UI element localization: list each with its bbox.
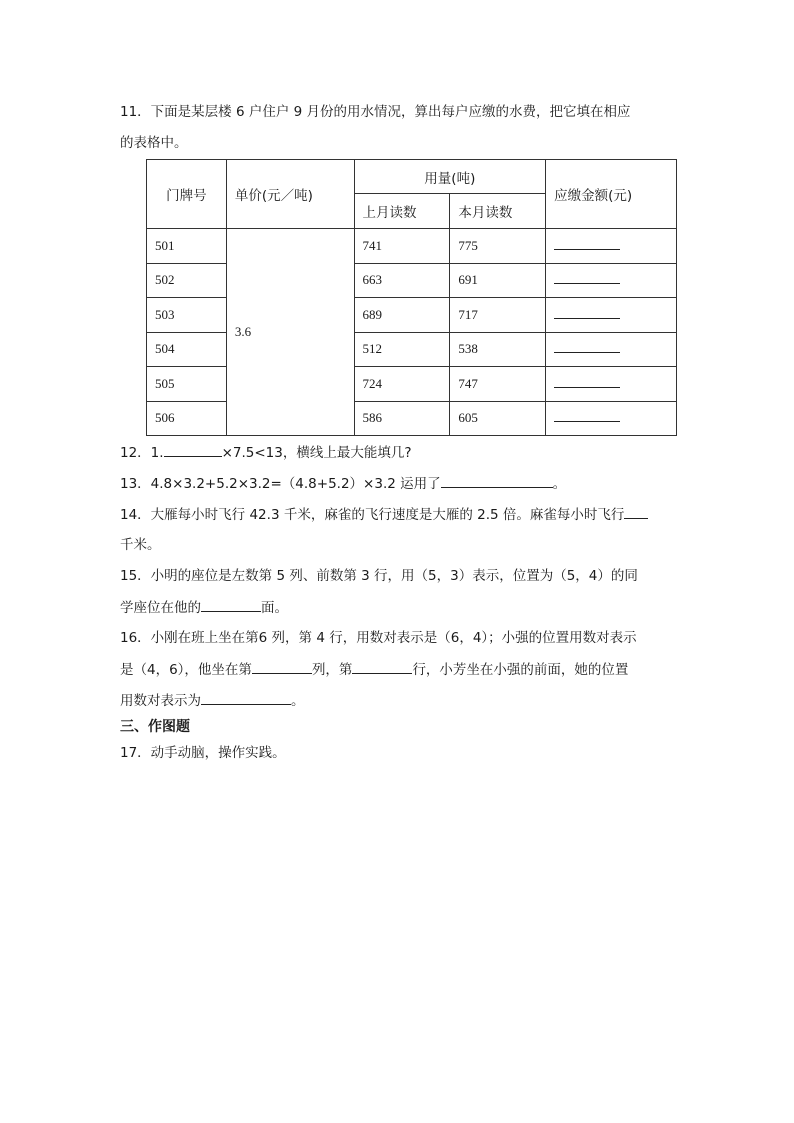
table-row — [147, 401, 677, 436]
table-row — [147, 367, 677, 402]
last-reading-cell: 689 — [354, 298, 450, 333]
q16-line3-suffix: 。 — [291, 693, 305, 709]
q16-row-blank[interactable] — [352, 660, 412, 674]
header-usage: 用量(吨) — [354, 160, 546, 194]
q14 — [120, 505, 648, 524]
amount-answer-cell[interactable] — [546, 263, 677, 298]
this-reading-cell: 691 — [450, 263, 546, 298]
unit-price-cell: 3.6 — [226, 229, 354, 436]
header-price: 单价(元／吨) — [226, 160, 354, 229]
q16-line3 — [120, 691, 305, 710]
amount-answer-cell[interactable] — [546, 367, 677, 402]
q13-prefix: 13．4.8×3.2+5.2×3.2=（4.8+5.2）×3.2 运用了 — [120, 476, 441, 492]
q12-blank[interactable] — [164, 443, 222, 457]
q14-line1: 14．大雁每小时飞行 42.3 千米，麻雀的飞行速度是大雁的 2.5 倍。麻雀每小时飞行 — [120, 507, 625, 523]
answer-blank[interactable] — [554, 272, 620, 284]
q14-blank[interactable] — [624, 505, 648, 519]
q13-suffix: 。 — [552, 476, 567, 492]
table-row — [147, 298, 677, 333]
header-this-reading: 本月读数 — [450, 194, 546, 229]
this-reading-cell: 538 — [450, 332, 546, 367]
answer-blank[interactable] — [554, 341, 620, 353]
q12-prefix: 12．1. — [120, 445, 164, 461]
door-cell: 504 — [147, 332, 227, 367]
door-cell: 505 — [147, 367, 227, 402]
header-last-reading: 上月读数 — [354, 194, 450, 229]
q15-line1: 15．小明的座位是左数第 5 列、前数第 3 行，用（5，3）表示，位置为（5，4）的同 — [120, 568, 638, 584]
amount-answer-cell[interactable] — [546, 229, 677, 264]
last-reading-cell: 741 — [354, 229, 450, 264]
amount-answer-cell[interactable] — [546, 401, 677, 436]
q11-line1: 11．下面是某层楼 6 户住户 9 月份的用水情况，算出每户应缴的水费，把它填在相应 — [120, 104, 631, 120]
last-reading-cell: 586 — [354, 401, 450, 436]
answer-blank[interactable] — [554, 410, 620, 422]
q16-line2-c: 行，小芳坐在小强的前面，她的位置 — [412, 662, 629, 678]
door-cell: 503 — [147, 298, 227, 333]
amount-answer-cell[interactable] — [546, 332, 677, 367]
q16-column-blank[interactable] — [252, 660, 312, 674]
door-cell: 502 — [147, 263, 227, 298]
q13-blank[interactable] — [441, 474, 553, 488]
table-row — [147, 332, 677, 367]
q12 — [120, 443, 412, 462]
q16-line2-b: 列，第 — [311, 662, 353, 678]
q15-line2 — [120, 598, 288, 617]
water-bill-table — [146, 159, 677, 436]
answer-blank[interactable] — [554, 238, 620, 250]
door-cell: 506 — [147, 401, 227, 436]
answer-blank[interactable] — [554, 376, 620, 388]
q15-blank[interactable] — [201, 598, 261, 612]
this-reading-cell: 605 — [450, 401, 546, 436]
q16-line2 — [120, 660, 628, 679]
section-heading: 三、作图题 — [120, 719, 190, 735]
q12-suffix: ×7.5<13，横线上最大能填几? — [221, 445, 412, 461]
q13 — [120, 474, 566, 493]
header-amount: 应缴金额(元) — [546, 160, 677, 229]
this-reading-cell: 747 — [450, 367, 546, 402]
table-row — [147, 229, 677, 264]
q16-line2-a: 是（4，6），他坐在第 — [120, 662, 252, 678]
this-reading-cell: 717 — [450, 298, 546, 333]
q11-line2: 的表格中。 — [120, 135, 188, 151]
q15-line2-prefix: 学座位在他的 — [120, 600, 201, 616]
q16-pair-blank[interactable] — [201, 691, 291, 705]
q16-line3-prefix: 用数对表示为 — [120, 693, 201, 709]
header-door: 门牌号 — [147, 160, 227, 229]
amount-answer-cell[interactable] — [546, 298, 677, 333]
q17: 17．动手动脑，操作实践。 — [120, 745, 286, 761]
last-reading-cell: 724 — [354, 367, 450, 402]
table-row — [147, 263, 677, 298]
door-cell: 501 — [147, 229, 227, 264]
last-reading-cell: 663 — [354, 263, 450, 298]
q15-line2-suffix: 面。 — [261, 600, 288, 616]
q14-line2: 千米。 — [120, 537, 161, 553]
last-reading-cell: 512 — [354, 332, 450, 367]
this-reading-cell: 775 — [450, 229, 546, 264]
q16-line1: 16．小刚在班上坐在第6 列，第 4 行，用数对表示是（6，4）；小强的位置用数对表示 — [120, 630, 637, 646]
answer-blank[interactable] — [554, 307, 620, 319]
